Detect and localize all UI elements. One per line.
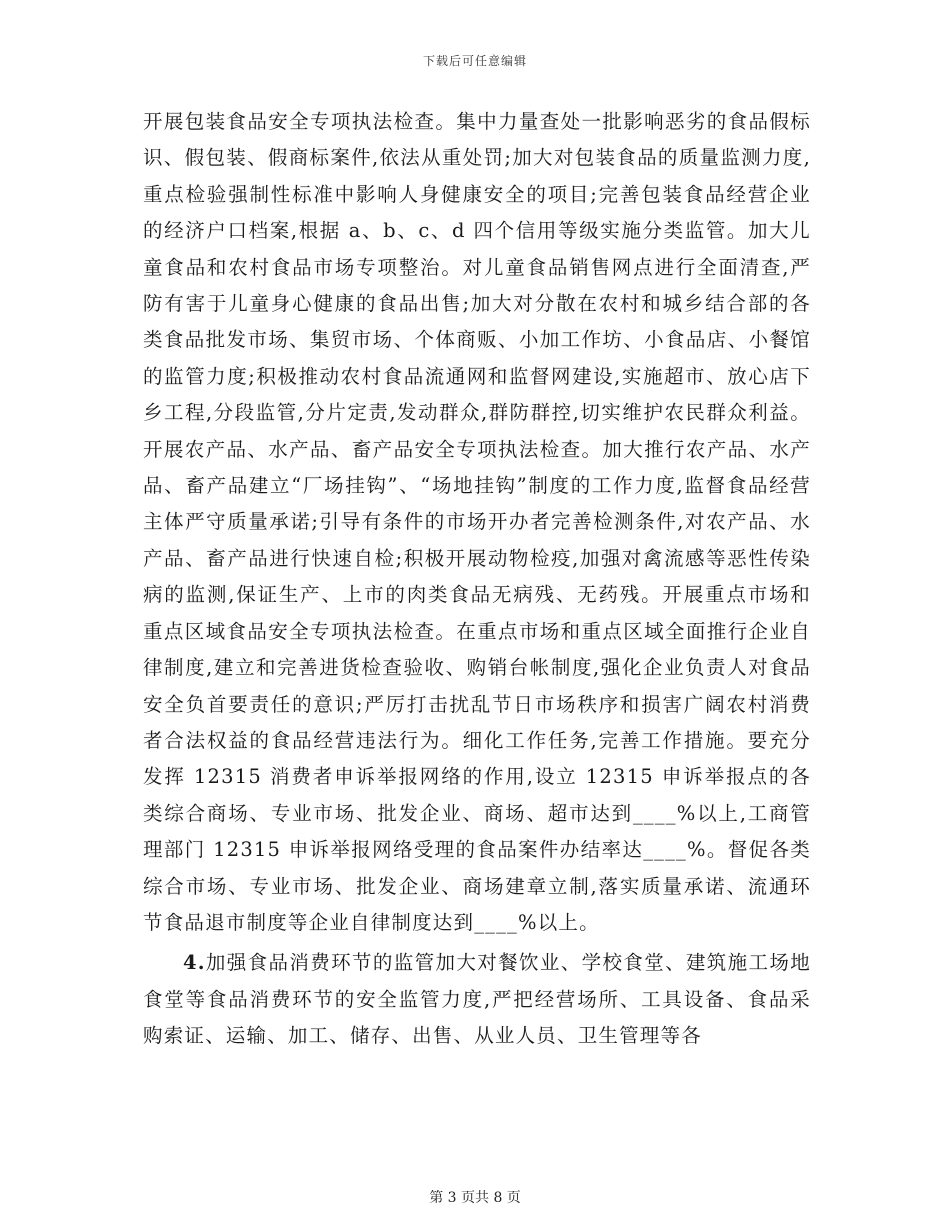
page-footer: 第 3 页共 8 页 [429, 1190, 521, 1206]
item-4-text: 加强食品消费环节的监管加大对餐饮业、学校食堂、建筑施工场地食堂等食品消费环节的安全监管力度,严把经营场所、工具设备、食品采购索证、运输、加工、储存、出售、从业人员、卫生管理等各 [143, 951, 811, 1048]
page-header: 下载后可任意编辑 [422, 54, 527, 68]
item-number: 4. [183, 951, 206, 975]
document-body [143, 104, 811, 1055]
body-paragraph-1: 开展包装食品安全专项执法检查。集中力量查处一批影响恶劣的食品假标识、假包装、假商标案件,依法从重处罚;加大对包装食品的质量监测力度,重点检验强制性标准中影响人身健康安全的项目;完善包装食品经营企业的经济户口档案,根据 a、b、c、d 四个信用等级实施分类监管。加大儿童食品和农村食品市场专项整治。对儿童食品销售网点进行全面清查,严防有害于儿童身心健康的食品出售;加大对分散在农村和城乡结合部的各类食品批发市场、集贸市场、个体商贩、小加工作坊、小食品店、小餐馆的监管力度;积极推动农村食品流通网和监督网建设,实施超市、放心店下乡工程,分段监管,分片定责,发动群众,群防群控,切实维护农民群众利益。开展农产品、水产品、畜产品安全专项执法检查。加大推行农产品、水产品、畜产品建立“厂场挂钩”、“场地挂钩”制度的工作力度,监督食品经营主体严守质量承诺;引导有条件的市场开办者完善检测条件,对农产品、水产品、畜产品进行快速自检;积极开展动物检疫,加强对禽流感等恶性传染病的监测,保证生产、上市的肉类食品无病残、无药残。开展重点市场和重点区域食品安全专项执法检查。在重点市场和重点区域全面推行企业自律制度,建立和完善进货检查验收、购销台帐制度,强化企业负责人对食品安全负首要责任的意识;严厉打击扰乱节日市场秩序和损害广阔农村消费者合法权益的食品经营违法行为。细化工作任务,完善工作措施。要充分发挥 12315 消费者申诉举报网络的作用,设立 12315 申诉举报点的各类综合商场、专业市场、批发企业、商场、超市达到____%以上,工商管理部门 12315 申诉举报网络受理的食品案件办结率达____%。督促各类综合市场、专业市场、批发企业、商场建章立制,落实质量承诺、流通环节食品退市制度等企业自律制度达到____%以上。 [143, 110, 811, 934]
body-paragraph-item-4 [143, 945, 811, 1054]
